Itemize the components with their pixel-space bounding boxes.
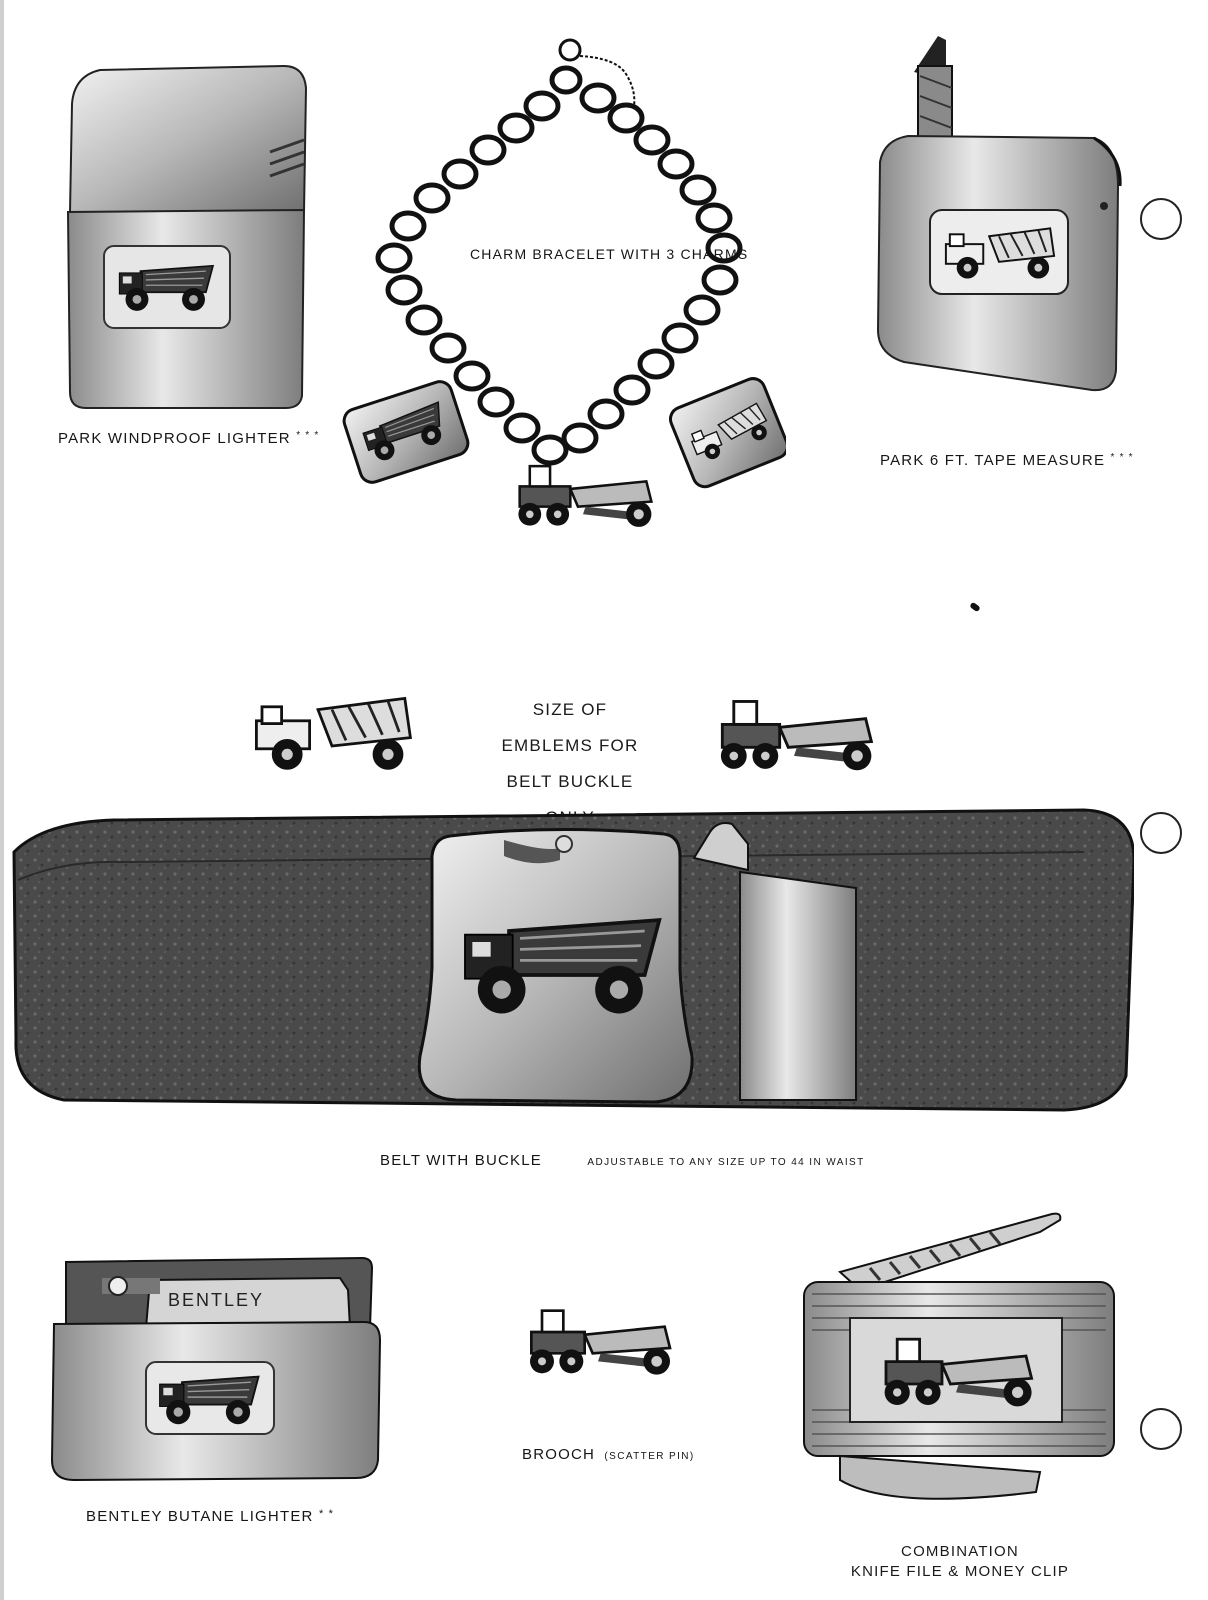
belt-note: ADJUSTABLE TO ANY SIZE UP TO 44 IN WAIST <box>587 1157 865 1168</box>
belt-image <box>4 800 1134 1118</box>
brooch-label: BROOCH <box>522 1446 596 1463</box>
binder-hole-top <box>1140 198 1182 240</box>
park-lighter-stars: * * * <box>296 430 320 441</box>
binder-hole-middle <box>1140 812 1182 854</box>
tape-measure-image <box>868 36 1138 402</box>
bentley-brand-text: BENTLEY <box>168 1290 265 1310</box>
emblem-scraper-image <box>234 690 430 774</box>
knife-caption <box>840 1542 1080 1582</box>
knife-money-clip-image <box>800 1210 1130 1522</box>
grader-icon <box>721 701 872 770</box>
charm-bracelet-image <box>336 36 786 534</box>
brooch-note: (SCATTER PIN) <box>604 1451 695 1462</box>
park-lighter-image <box>60 62 310 414</box>
grader-icon <box>530 1311 670 1375</box>
scraper-icon <box>256 698 410 769</box>
binder-hole-bottom <box>1140 1408 1182 1450</box>
bentley-lighter-stars: * * <box>318 1508 335 1520</box>
bentley-lighter-image <box>50 1254 382 1482</box>
emblem-grader-image <box>694 690 894 776</box>
tape-measure-label: PARK 6 FT. TAPE MEASURE <box>880 452 1106 469</box>
brooch-image <box>512 1300 684 1380</box>
belt-label: BELT WITH BUCKLE <box>380 1152 543 1169</box>
emblems-line-2: EMBLEMS FOR <box>501 736 639 755</box>
bracelet-caption: CHARM BRACELET WITH 3 CHARMS <box>470 246 749 262</box>
bentley-lighter-label: BENTLEY BUTANE LIGHTER <box>86 1508 314 1525</box>
tape-measure-caption <box>880 452 1134 469</box>
emblems-line-1: SIZE OF <box>532 700 608 719</box>
belt-caption <box>380 1152 865 1169</box>
brooch-caption <box>522 1446 695 1463</box>
tape-measure-stars: * * * <box>1110 452 1134 463</box>
park-lighter-label: PARK WINDPROOF LIGHTER <box>58 430 291 447</box>
knife-caption-line-2: KNIFE FILE & MONEY CLIP <box>850 1563 1070 1580</box>
ink-speck <box>969 602 981 613</box>
emblems-line-3: BELT BUCKLE <box>506 772 634 791</box>
grader-icon <box>518 466 651 527</box>
park-lighter-caption <box>58 430 319 447</box>
knife-caption-line-1: COMBINATION <box>901 1543 1019 1560</box>
bentley-lighter-caption <box>86 1508 334 1525</box>
